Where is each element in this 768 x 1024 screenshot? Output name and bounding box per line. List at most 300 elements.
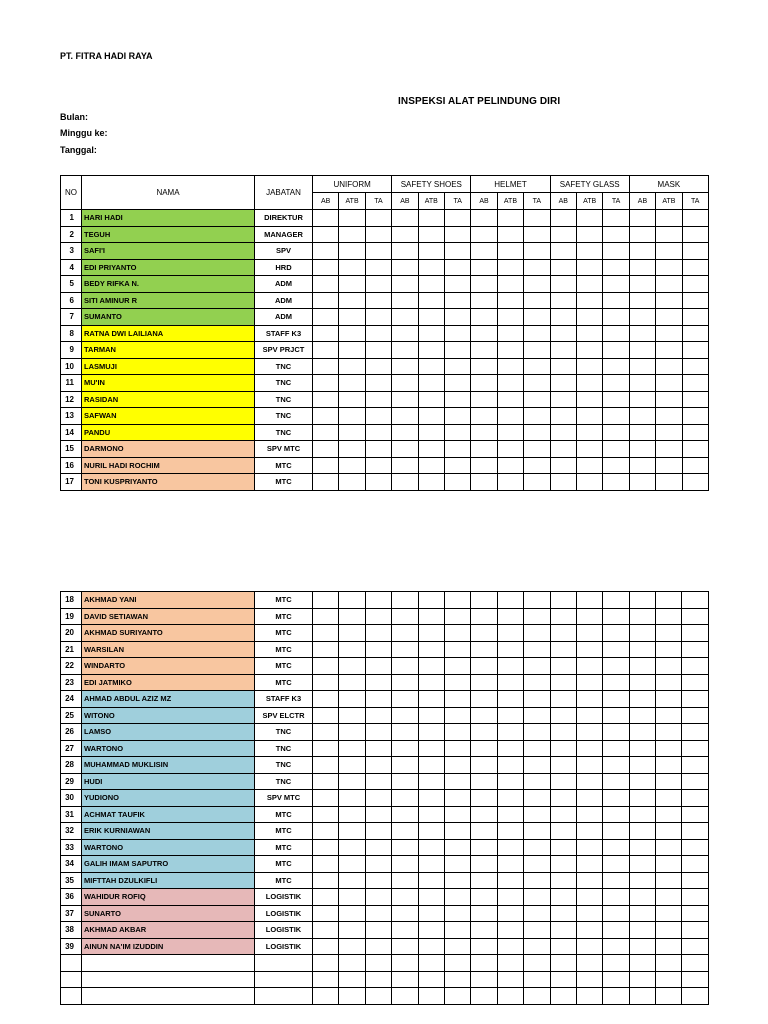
check-cell-helmet-atb[interactable] [497, 243, 523, 260]
check-cell-uniform-ab[interactable] [313, 790, 339, 807]
check-cell-mask-atb[interactable] [656, 408, 682, 425]
check-cell-safety-shoes-ta[interactable] [444, 823, 470, 840]
check-cell-mask-ab[interactable] [629, 243, 655, 260]
check-cell-safety-shoes-atb[interactable] [418, 276, 444, 293]
check-cell-helmet-ta[interactable] [524, 971, 550, 988]
check-cell-safety-shoes-atb[interactable] [418, 806, 444, 823]
check-cell-uniform-ab[interactable] [313, 243, 339, 260]
check-cell-safety-shoes-ab[interactable] [392, 408, 418, 425]
check-cell-safety-shoes-ab[interactable] [392, 872, 418, 889]
check-cell-mask-atb[interactable] [656, 391, 682, 408]
check-cell-safety-shoes-ab[interactable] [392, 955, 418, 972]
check-cell-uniform-atb[interactable] [339, 457, 365, 474]
check-cell-uniform-atb[interactable] [339, 608, 365, 625]
check-cell-safety-shoes-ab[interactable] [392, 358, 418, 375]
check-cell-uniform-atb[interactable] [339, 259, 365, 276]
check-cell-uniform-ab[interactable] [313, 474, 339, 491]
check-cell-safety-glass-ta[interactable] [603, 674, 629, 691]
check-cell-mask-atb[interactable] [656, 226, 682, 243]
check-cell-safety-glass-atb[interactable] [576, 757, 602, 774]
check-cell-uniform-ab[interactable] [313, 856, 339, 873]
check-cell-helmet-ab[interactable] [471, 938, 497, 955]
check-cell-safety-shoes-ta[interactable] [444, 210, 470, 227]
check-cell-safety-glass-ab[interactable] [550, 342, 576, 359]
check-cell-mask-atb[interactable] [656, 441, 682, 458]
check-cell-helmet-atb[interactable] [497, 773, 523, 790]
check-cell-uniform-ab[interactable] [313, 424, 339, 441]
check-cell-helmet-atb[interactable] [497, 757, 523, 774]
check-cell-uniform-atb[interactable] [339, 889, 365, 906]
check-cell-helmet-atb[interactable] [497, 292, 523, 309]
check-cell-safety-glass-ab[interactable] [550, 674, 576, 691]
check-cell-helmet-ta[interactable] [524, 773, 550, 790]
check-cell-safety-glass-ta[interactable] [603, 309, 629, 326]
check-cell-safety-glass-atb[interactable] [576, 358, 602, 375]
check-cell-mask-atb[interactable] [656, 856, 682, 873]
check-cell-safety-glass-ab[interactable] [550, 391, 576, 408]
check-cell-safety-shoes-ta[interactable] [444, 740, 470, 757]
check-cell-mask-atb[interactable] [656, 276, 682, 293]
check-cell-safety-glass-atb[interactable] [576, 889, 602, 906]
check-cell-mask-atb[interactable] [656, 292, 682, 309]
check-cell-safety-shoes-ab[interactable] [392, 474, 418, 491]
check-cell-safety-glass-ab[interactable] [550, 226, 576, 243]
check-cell-safety-shoes-atb[interactable] [418, 210, 444, 227]
check-cell-safety-glass-atb[interactable] [576, 226, 602, 243]
check-cell-safety-glass-ta[interactable] [603, 988, 629, 1005]
check-cell-uniform-ab[interactable] [313, 757, 339, 774]
check-cell-helmet-ab[interactable] [471, 391, 497, 408]
check-cell-mask-ta[interactable] [682, 955, 708, 972]
check-cell-safety-glass-ab[interactable] [550, 424, 576, 441]
check-cell-safety-glass-ab[interactable] [550, 724, 576, 741]
check-cell-mask-ta[interactable] [682, 608, 708, 625]
check-cell-safety-shoes-atb[interactable] [418, 790, 444, 807]
check-cell-mask-ab[interactable] [629, 773, 655, 790]
check-cell-uniform-ta[interactable] [365, 457, 391, 474]
check-cell-mask-atb[interactable] [656, 691, 682, 708]
check-cell-mask-ta[interactable] [682, 740, 708, 757]
check-cell-safety-shoes-ab[interactable] [392, 988, 418, 1005]
check-cell-safety-glass-ta[interactable] [603, 259, 629, 276]
check-cell-uniform-ab[interactable] [313, 391, 339, 408]
check-cell-mask-atb[interactable] [656, 922, 682, 939]
check-cell-helmet-ab[interactable] [471, 872, 497, 889]
check-cell-uniform-ta[interactable] [365, 641, 391, 658]
check-cell-safety-shoes-atb[interactable] [418, 872, 444, 889]
check-cell-mask-ab[interactable] [629, 707, 655, 724]
check-cell-mask-ab[interactable] [629, 740, 655, 757]
check-cell-mask-atb[interactable] [656, 358, 682, 375]
check-cell-safety-glass-atb[interactable] [576, 658, 602, 675]
check-cell-safety-shoes-ab[interactable] [392, 839, 418, 856]
check-cell-uniform-ta[interactable] [365, 259, 391, 276]
check-cell-helmet-ta[interactable] [524, 856, 550, 873]
check-cell-mask-atb[interactable] [656, 790, 682, 807]
check-cell-safety-glass-ab[interactable] [550, 790, 576, 807]
check-cell-mask-atb[interactable] [656, 955, 682, 972]
check-cell-safety-glass-atb[interactable] [576, 674, 602, 691]
check-cell-safety-shoes-ab[interactable] [392, 625, 418, 642]
check-cell-helmet-atb[interactable] [497, 658, 523, 675]
check-cell-safety-glass-ta[interactable] [603, 608, 629, 625]
check-cell-safety-glass-ta[interactable] [603, 872, 629, 889]
check-cell-safety-shoes-atb[interactable] [418, 625, 444, 642]
check-cell-mask-atb[interactable] [656, 424, 682, 441]
check-cell-helmet-ta[interactable] [524, 988, 550, 1005]
check-cell-uniform-ab[interactable] [313, 773, 339, 790]
check-cell-uniform-ta[interactable] [365, 358, 391, 375]
check-cell-safety-glass-atb[interactable] [576, 625, 602, 642]
check-cell-helmet-ta[interactable] [524, 724, 550, 741]
check-cell-mask-ab[interactable] [629, 971, 655, 988]
check-cell-safety-glass-ab[interactable] [550, 608, 576, 625]
check-cell-helmet-ab[interactable] [471, 408, 497, 425]
check-cell-safety-shoes-atb[interactable] [418, 259, 444, 276]
check-cell-helmet-ta[interactable] [524, 342, 550, 359]
check-cell-helmet-ta[interactable] [524, 757, 550, 774]
check-cell-helmet-ta[interactable] [524, 625, 550, 642]
check-cell-uniform-atb[interactable] [339, 971, 365, 988]
check-cell-safety-glass-ta[interactable] [603, 971, 629, 988]
check-cell-helmet-ab[interactable] [471, 856, 497, 873]
check-cell-uniform-ta[interactable] [365, 707, 391, 724]
check-cell-mask-ab[interactable] [629, 724, 655, 741]
check-cell-safety-glass-ab[interactable] [550, 309, 576, 326]
check-cell-helmet-ab[interactable] [471, 691, 497, 708]
check-cell-safety-shoes-ta[interactable] [444, 839, 470, 856]
check-cell-mask-ab[interactable] [629, 905, 655, 922]
check-cell-mask-atb[interactable] [656, 971, 682, 988]
check-cell-uniform-atb[interactable] [339, 375, 365, 392]
check-cell-helmet-atb[interactable] [497, 641, 523, 658]
check-cell-mask-ta[interactable] [682, 790, 708, 807]
check-cell-safety-glass-ab[interactable] [550, 243, 576, 260]
check-cell-mask-ta[interactable] [682, 424, 708, 441]
check-cell-safety-shoes-atb[interactable] [418, 391, 444, 408]
check-cell-safety-shoes-ta[interactable] [444, 707, 470, 724]
check-cell-safety-glass-atb[interactable] [576, 740, 602, 757]
check-cell-mask-atb[interactable] [656, 889, 682, 906]
check-cell-mask-ab[interactable] [629, 823, 655, 840]
check-cell-mask-atb[interactable] [656, 773, 682, 790]
check-cell-safety-shoes-ab[interactable] [392, 905, 418, 922]
check-cell-uniform-atb[interactable] [339, 592, 365, 609]
check-cell-helmet-ta[interactable] [524, 691, 550, 708]
check-cell-mask-ab[interactable] [629, 790, 655, 807]
check-cell-safety-shoes-ta[interactable] [444, 674, 470, 691]
check-cell-safety-glass-atb[interactable] [576, 806, 602, 823]
check-cell-safety-shoes-ab[interactable] [392, 243, 418, 260]
check-cell-safety-glass-ab[interactable] [550, 971, 576, 988]
check-cell-safety-shoes-ta[interactable] [444, 309, 470, 326]
check-cell-safety-glass-ab[interactable] [550, 292, 576, 309]
check-cell-safety-glass-ta[interactable] [603, 424, 629, 441]
check-cell-mask-ab[interactable] [629, 210, 655, 227]
check-cell-mask-ab[interactable] [629, 641, 655, 658]
check-cell-uniform-atb[interactable] [339, 674, 365, 691]
check-cell-safety-glass-atb[interactable] [576, 938, 602, 955]
check-cell-safety-shoes-ab[interactable] [392, 790, 418, 807]
check-cell-safety-shoes-atb[interactable] [418, 724, 444, 741]
check-cell-safety-shoes-ab[interactable] [392, 806, 418, 823]
check-cell-uniform-ab[interactable] [313, 276, 339, 293]
check-cell-uniform-atb[interactable] [339, 757, 365, 774]
check-cell-uniform-ta[interactable] [365, 375, 391, 392]
check-cell-helmet-ab[interactable] [471, 243, 497, 260]
check-cell-helmet-atb[interactable] [497, 210, 523, 227]
check-cell-helmet-ab[interactable] [471, 806, 497, 823]
check-cell-safety-shoes-ab[interactable] [392, 773, 418, 790]
check-cell-mask-atb[interactable] [656, 210, 682, 227]
check-cell-safety-shoes-atb[interactable] [418, 889, 444, 906]
check-cell-uniform-ta[interactable] [365, 674, 391, 691]
check-cell-uniform-ab[interactable] [313, 292, 339, 309]
check-cell-helmet-ab[interactable] [471, 608, 497, 625]
check-cell-mask-ab[interactable] [629, 889, 655, 906]
check-cell-safety-glass-ta[interactable] [603, 823, 629, 840]
check-cell-uniform-ta[interactable] [365, 889, 391, 906]
check-cell-uniform-ab[interactable] [313, 740, 339, 757]
check-cell-safety-glass-ab[interactable] [550, 707, 576, 724]
check-cell-safety-shoes-atb[interactable] [418, 740, 444, 757]
check-cell-helmet-ta[interactable] [524, 592, 550, 609]
check-cell-uniform-ab[interactable] [313, 226, 339, 243]
check-cell-safety-shoes-ab[interactable] [392, 292, 418, 309]
check-cell-mask-ta[interactable] [682, 474, 708, 491]
check-cell-helmet-ab[interactable] [471, 309, 497, 326]
check-cell-helmet-atb[interactable] [497, 806, 523, 823]
check-cell-safety-shoes-ab[interactable] [392, 325, 418, 342]
check-cell-mask-ta[interactable] [682, 441, 708, 458]
check-cell-mask-ta[interactable] [682, 457, 708, 474]
check-cell-mask-ab[interactable] [629, 259, 655, 276]
check-cell-helmet-ta[interactable] [524, 790, 550, 807]
check-cell-mask-ab[interactable] [629, 806, 655, 823]
check-cell-helmet-ta[interactable] [524, 424, 550, 441]
check-cell-mask-atb[interactable] [656, 259, 682, 276]
check-cell-safety-glass-ab[interactable] [550, 210, 576, 227]
check-cell-safety-shoes-ta[interactable] [444, 391, 470, 408]
check-cell-helmet-ta[interactable] [524, 955, 550, 972]
check-cell-uniform-ab[interactable] [313, 707, 339, 724]
check-cell-safety-glass-atb[interactable] [576, 839, 602, 856]
check-cell-safety-shoes-ab[interactable] [392, 592, 418, 609]
check-cell-helmet-ab[interactable] [471, 707, 497, 724]
check-cell-safety-shoes-ab[interactable] [392, 740, 418, 757]
check-cell-mask-ab[interactable] [629, 408, 655, 425]
check-cell-mask-ta[interactable] [682, 757, 708, 774]
check-cell-safety-shoes-atb[interactable] [418, 658, 444, 675]
check-cell-uniform-atb[interactable] [339, 441, 365, 458]
check-cell-uniform-atb[interactable] [339, 988, 365, 1005]
check-cell-safety-shoes-ab[interactable] [392, 658, 418, 675]
check-cell-uniform-ta[interactable] [365, 424, 391, 441]
check-cell-safety-glass-ab[interactable] [550, 658, 576, 675]
check-cell-safety-shoes-ta[interactable] [444, 457, 470, 474]
check-cell-uniform-atb[interactable] [339, 658, 365, 675]
check-cell-safety-shoes-ta[interactable] [444, 691, 470, 708]
check-cell-mask-ab[interactable] [629, 922, 655, 939]
check-cell-helmet-ab[interactable] [471, 757, 497, 774]
check-cell-mask-ta[interactable] [682, 226, 708, 243]
check-cell-helmet-atb[interactable] [497, 474, 523, 491]
check-cell-helmet-atb[interactable] [497, 823, 523, 840]
check-cell-safety-glass-ab[interactable] [550, 474, 576, 491]
check-cell-safety-glass-ta[interactable] [603, 391, 629, 408]
check-cell-safety-shoes-ta[interactable] [444, 971, 470, 988]
check-cell-mask-atb[interactable] [656, 592, 682, 609]
check-cell-uniform-ta[interactable] [365, 210, 391, 227]
check-cell-mask-ta[interactable] [682, 243, 708, 260]
check-cell-helmet-atb[interactable] [497, 938, 523, 955]
check-cell-helmet-atb[interactable] [497, 955, 523, 972]
check-cell-safety-glass-ab[interactable] [550, 938, 576, 955]
check-cell-helmet-atb[interactable] [497, 457, 523, 474]
check-cell-safety-shoes-ta[interactable] [444, 592, 470, 609]
check-cell-safety-glass-ta[interactable] [603, 457, 629, 474]
check-cell-helmet-ab[interactable] [471, 441, 497, 458]
check-cell-safety-shoes-ab[interactable] [392, 441, 418, 458]
check-cell-safety-shoes-atb[interactable] [418, 424, 444, 441]
check-cell-safety-shoes-ta[interactable] [444, 276, 470, 293]
check-cell-safety-glass-atb[interactable] [576, 457, 602, 474]
check-cell-safety-shoes-atb[interactable] [418, 292, 444, 309]
check-cell-helmet-ta[interactable] [524, 375, 550, 392]
check-cell-helmet-ta[interactable] [524, 674, 550, 691]
check-cell-safety-glass-ta[interactable] [603, 773, 629, 790]
check-cell-mask-atb[interactable] [656, 342, 682, 359]
check-cell-mask-atb[interactable] [656, 674, 682, 691]
check-cell-helmet-ta[interactable] [524, 938, 550, 955]
check-cell-mask-atb[interactable] [656, 474, 682, 491]
check-cell-helmet-atb[interactable] [497, 226, 523, 243]
check-cell-safety-glass-ta[interactable] [603, 375, 629, 392]
check-cell-uniform-atb[interactable] [339, 872, 365, 889]
check-cell-mask-ta[interactable] [682, 375, 708, 392]
check-cell-safety-glass-atb[interactable] [576, 391, 602, 408]
check-cell-safety-shoes-ta[interactable] [444, 243, 470, 260]
check-cell-safety-glass-atb[interactable] [576, 856, 602, 873]
check-cell-safety-glass-ab[interactable] [550, 691, 576, 708]
check-cell-uniform-ab[interactable] [313, 592, 339, 609]
check-cell-helmet-atb[interactable] [497, 905, 523, 922]
check-cell-uniform-ab[interactable] [313, 325, 339, 342]
check-cell-helmet-atb[interactable] [497, 988, 523, 1005]
check-cell-mask-ab[interactable] [629, 625, 655, 642]
check-cell-helmet-ta[interactable] [524, 309, 550, 326]
check-cell-helmet-ta[interactable] [524, 210, 550, 227]
check-cell-helmet-ab[interactable] [471, 905, 497, 922]
check-cell-safety-glass-ta[interactable] [603, 441, 629, 458]
check-cell-uniform-atb[interactable] [339, 740, 365, 757]
check-cell-safety-glass-ta[interactable] [603, 358, 629, 375]
check-cell-safety-glass-ab[interactable] [550, 905, 576, 922]
check-cell-safety-glass-ta[interactable] [603, 955, 629, 972]
check-cell-safety-shoes-ta[interactable] [444, 424, 470, 441]
check-cell-safety-shoes-atb[interactable] [418, 856, 444, 873]
check-cell-safety-shoes-ab[interactable] [392, 823, 418, 840]
check-cell-uniform-ta[interactable] [365, 773, 391, 790]
check-cell-helmet-ta[interactable] [524, 441, 550, 458]
check-cell-safety-glass-atb[interactable] [576, 309, 602, 326]
check-cell-uniform-ta[interactable] [365, 342, 391, 359]
check-cell-mask-ta[interactable] [682, 806, 708, 823]
check-cell-safety-shoes-ta[interactable] [444, 889, 470, 906]
check-cell-helmet-ab[interactable] [471, 457, 497, 474]
check-cell-safety-glass-ta[interactable] [603, 707, 629, 724]
check-cell-uniform-atb[interactable] [339, 724, 365, 741]
check-cell-helmet-ab[interactable] [471, 625, 497, 642]
check-cell-mask-ta[interactable] [682, 839, 708, 856]
check-cell-safety-glass-atb[interactable] [576, 707, 602, 724]
check-cell-uniform-atb[interactable] [339, 408, 365, 425]
check-cell-mask-ta[interactable] [682, 325, 708, 342]
check-cell-helmet-atb[interactable] [497, 856, 523, 873]
check-cell-helmet-ta[interactable] [524, 641, 550, 658]
check-cell-mask-ta[interactable] [682, 823, 708, 840]
check-cell-helmet-atb[interactable] [497, 259, 523, 276]
check-cell-uniform-ab[interactable] [313, 608, 339, 625]
check-cell-uniform-atb[interactable] [339, 707, 365, 724]
check-cell-uniform-ta[interactable] [365, 608, 391, 625]
check-cell-safety-glass-atb[interactable] [576, 922, 602, 939]
check-cell-uniform-ab[interactable] [313, 872, 339, 889]
check-cell-mask-ab[interactable] [629, 358, 655, 375]
check-cell-mask-ta[interactable] [682, 905, 708, 922]
check-cell-safety-shoes-ta[interactable] [444, 938, 470, 955]
check-cell-safety-shoes-ta[interactable] [444, 259, 470, 276]
check-cell-uniform-atb[interactable] [339, 806, 365, 823]
check-cell-safety-glass-ta[interactable] [603, 938, 629, 955]
check-cell-safety-glass-atb[interactable] [576, 724, 602, 741]
check-cell-safety-shoes-ab[interactable] [392, 889, 418, 906]
check-cell-uniform-ta[interactable] [365, 243, 391, 260]
check-cell-uniform-atb[interactable] [339, 691, 365, 708]
check-cell-helmet-ta[interactable] [524, 259, 550, 276]
check-cell-safety-shoes-ab[interactable] [392, 856, 418, 873]
check-cell-safety-shoes-ab[interactable] [392, 375, 418, 392]
check-cell-uniform-atb[interactable] [339, 292, 365, 309]
check-cell-uniform-atb[interactable] [339, 922, 365, 939]
check-cell-mask-ab[interactable] [629, 474, 655, 491]
check-cell-helmet-ab[interactable] [471, 226, 497, 243]
check-cell-helmet-ta[interactable] [524, 839, 550, 856]
check-cell-mask-ab[interactable] [629, 276, 655, 293]
check-cell-helmet-ta[interactable] [524, 889, 550, 906]
check-cell-helmet-ab[interactable] [471, 839, 497, 856]
check-cell-safety-shoes-ta[interactable] [444, 325, 470, 342]
check-cell-helmet-ab[interactable] [471, 955, 497, 972]
check-cell-helmet-atb[interactable] [497, 441, 523, 458]
check-cell-helmet-atb[interactable] [497, 625, 523, 642]
check-cell-helmet-ab[interactable] [471, 358, 497, 375]
check-cell-helmet-ab[interactable] [471, 922, 497, 939]
check-cell-helmet-atb[interactable] [497, 309, 523, 326]
check-cell-safety-glass-ta[interactable] [603, 641, 629, 658]
check-cell-mask-ab[interactable] [629, 292, 655, 309]
check-cell-safety-glass-ab[interactable] [550, 325, 576, 342]
check-cell-mask-ab[interactable] [629, 457, 655, 474]
check-cell-safety-shoes-ta[interactable] [444, 806, 470, 823]
check-cell-mask-ta[interactable] [682, 856, 708, 873]
check-cell-safety-glass-ab[interactable] [550, 955, 576, 972]
check-cell-helmet-ab[interactable] [471, 474, 497, 491]
check-cell-helmet-ta[interactable] [524, 408, 550, 425]
check-cell-mask-atb[interactable] [656, 707, 682, 724]
check-cell-helmet-ta[interactable] [524, 226, 550, 243]
check-cell-helmet-atb[interactable] [497, 391, 523, 408]
